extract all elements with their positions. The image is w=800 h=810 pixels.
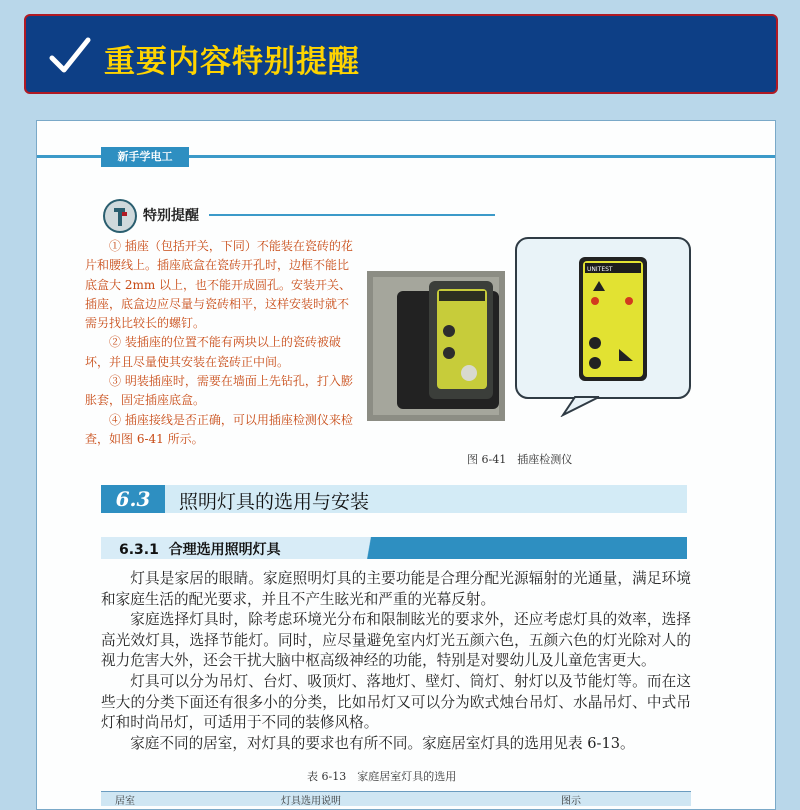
reminder-title: 特别提醒 xyxy=(143,208,199,224)
check-icon xyxy=(46,32,94,80)
body-text xyxy=(101,569,691,754)
table-header-cell: 居室 xyxy=(115,796,135,807)
svg-text:UNITEST: UNITEST xyxy=(587,266,613,273)
subsection-number: 6.3.1 xyxy=(119,542,159,558)
reminder-paragraph: ② 装插座的位置不能有两块以上的瓷砖被破坏，并且尽量使其安装在瓷砖正中间。 xyxy=(85,335,341,369)
section-title: 照明灯具的选用与安装 xyxy=(179,491,370,513)
table-header xyxy=(101,791,691,806)
reminder-paragraph: ① 插座（包括开关，下同）不能装在瓷砖的花片和腰线上。插座底盒在瓷砖开孔时，边框不能比底盒大 2mm 以上，也不能开成圆孔。安装开关、插座，底盒边应尽量与瓷砖相平，这样安装时就不需另找比较长的螺钉。 xyxy=(85,239,353,331)
body-paragraph: 家庭选择灯具时，除考虑环境光分布和限制眩光的要求外，还应考虑灯具的效率，选择高光效灯具，选择节能灯。同时，应尽量避免室内灯光五颜六色，五颜六色的灯光除对人的视力危害大外，还会干扰大脑中枢高级神经的功能，特别是对婴幼儿及儿童危害更大。 xyxy=(101,611,691,670)
banner-title: 重要内容特别提醒 xyxy=(104,44,360,80)
socket-tester-diagram xyxy=(515,237,691,417)
table-header-cell: 图示 xyxy=(561,796,581,807)
reminder-paragraph: ③ 明装插座时，需要在墙面上先钻孔，打入膨胀套，固定插座底盒。 xyxy=(85,374,353,408)
body-paragraph: 灯具是家居的眼睛。家庭照明灯具的主要功能是合理分配光源辐射的光通量，满足环境和家庭生活的配光要求，并且不产生眩光和严重的光幕反射。 xyxy=(101,570,691,608)
reminder-text xyxy=(85,237,357,449)
body-paragraph: 家庭不同的居室，对灯具的要求也有所不同。家庭居室灯具的选用见表 6-13。 xyxy=(130,734,635,752)
subsection-title xyxy=(119,539,281,559)
subsection-bar-stripe xyxy=(337,537,417,559)
header-banner xyxy=(24,14,778,94)
table-caption: 表 6-13 家庭居室灯具的选用 xyxy=(307,770,457,783)
socket-tester-photo xyxy=(367,261,527,431)
section-number: 6.3 xyxy=(101,485,165,513)
reminder-paragraph: ④ 插座接线是否正确，可以用插座检测仪来检查，如图 6-41 所示。 xyxy=(85,412,353,446)
reminder-rule xyxy=(209,214,495,216)
info-pin-icon xyxy=(103,199,137,233)
book-page xyxy=(36,120,776,810)
figure-caption: 图 6-41 插座检测仪 xyxy=(467,453,573,466)
header-tag: 新手学电工 xyxy=(101,147,189,167)
body-paragraph: 灯具可以分为吊灯、台灯、吸顶灯、落地灯、壁灯、筒灯、射灯以及节能灯等。而在这些大的分类下面还有很多小的分类，比如吊灯又可以分为欧式烛台吊灯、水晶吊灯、中式吊灯和时尚吊灯，可适用于不同的装修风格。 xyxy=(101,672,691,732)
table-header-cell: 灯具选用说明 xyxy=(281,796,341,807)
subsection-text: 合理选用照明灯具 xyxy=(168,542,281,558)
